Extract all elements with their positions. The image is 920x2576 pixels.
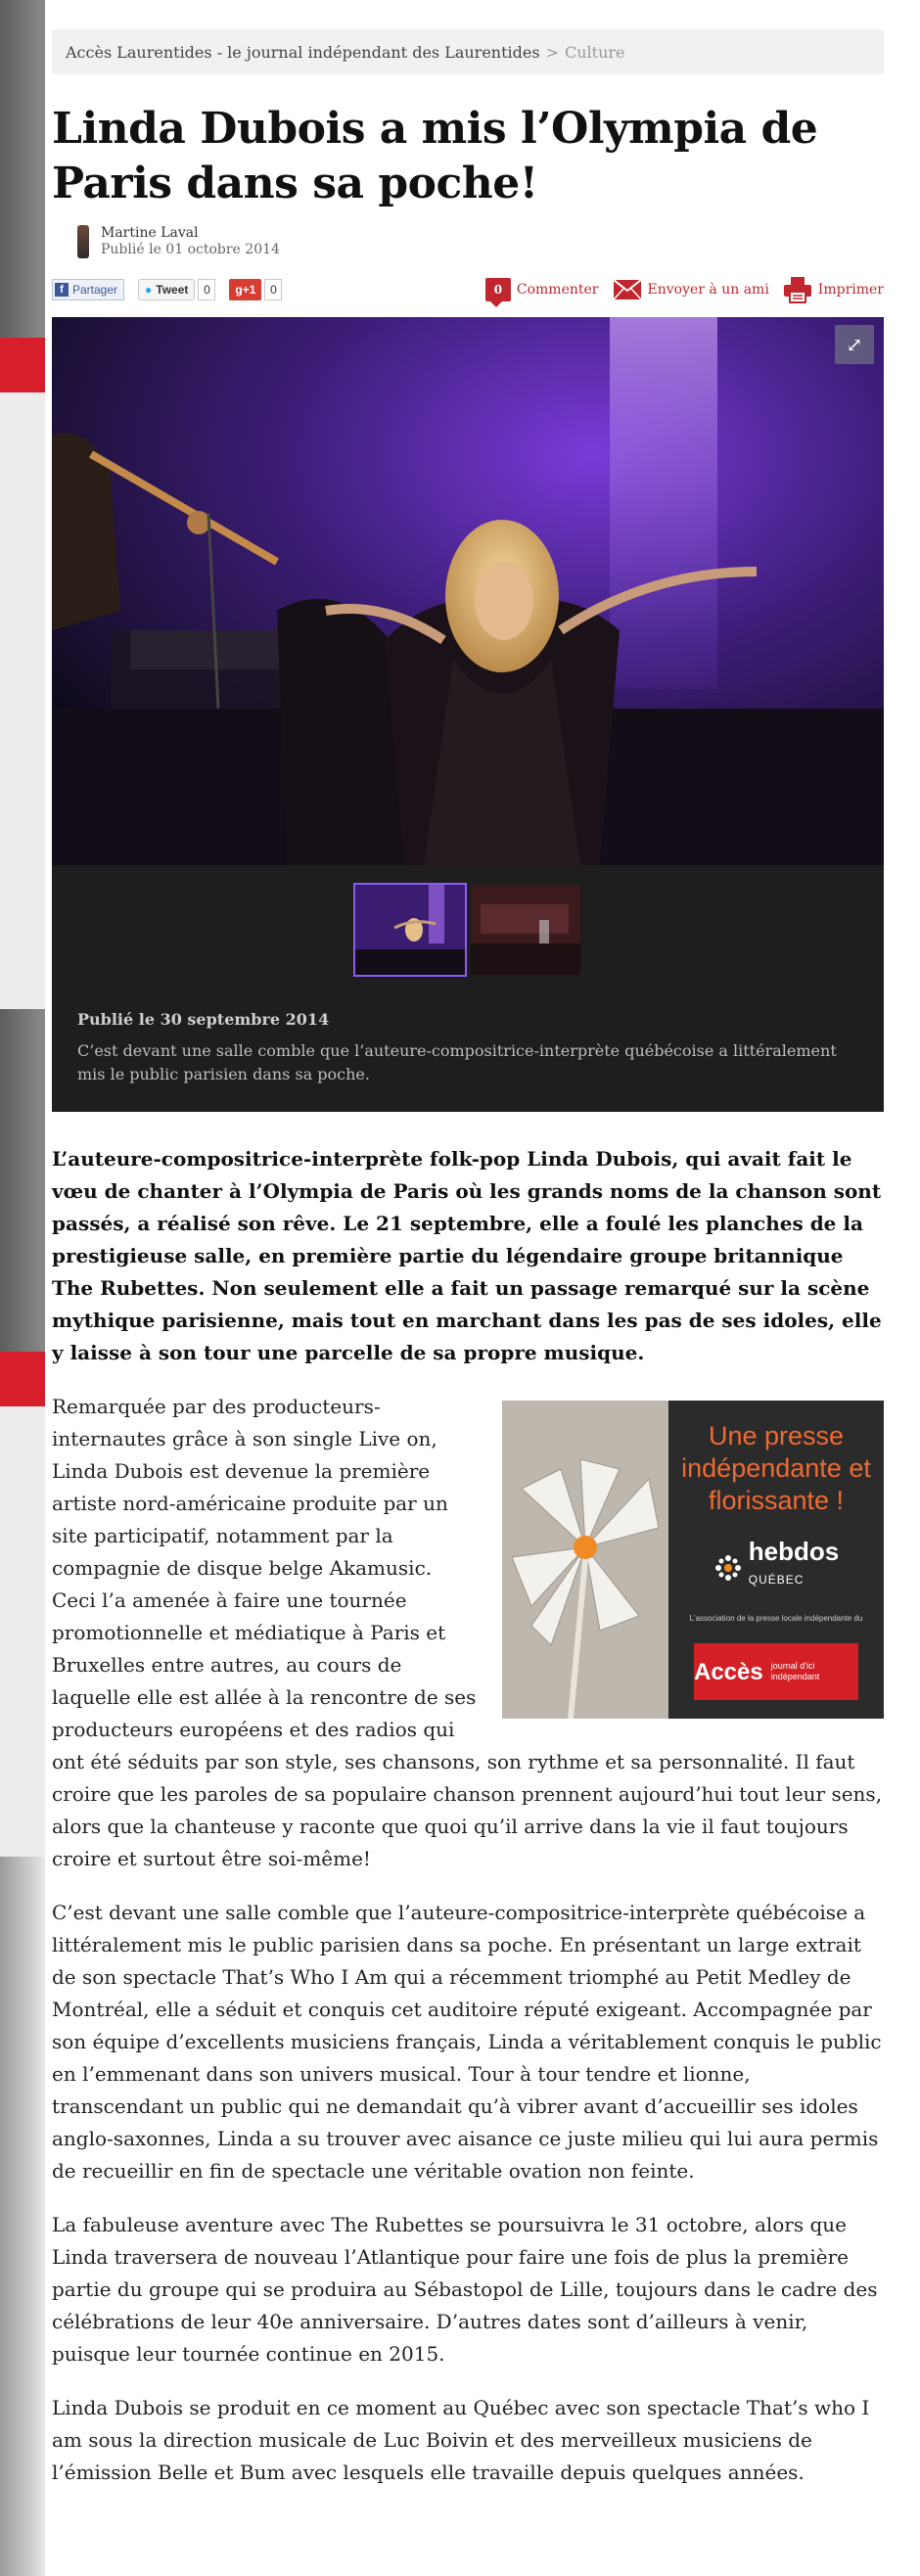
expand-icon: ⤢	[846, 333, 863, 356]
article-container	[52, 0, 884, 2489]
concert-photo	[52, 317, 884, 865]
article-lead: L’auteure-compositrice-interprète folk-pop Linda Dubois, qui avait fait le vœu de chanter à l’Olympia de Paris où les grands noms de la chanson sont passés, a réalisé son rêve. Le 21 septembre, elle a foulé les planches de la prestigieuse salle, en première partie du légendaire groupe britannique The Rubettes. Non seulement elle a fait un passage remarqué sur la scène mythique parisienne, mais tout en marchant dans les pas de ses idoles, elle y laisse à son tour une parcelle de sa propre musique.	[52, 1147, 882, 1364]
gplus-count: 0	[264, 279, 282, 300]
left-bar-red-segment	[0, 338, 45, 392]
article-paragraph: Linda Dubois se produit en ce moment au Québec avec son spectacle That’s who I am sous la direction musicale de Luc Boivin et des merveilleux musiciens de l’émission Belle et Bum avec lesquels elle travaille depuis quelques années.	[52, 2396, 870, 2484]
gplus-button[interactable]: g+1	[229, 279, 261, 300]
ad-paper-flower-image	[502, 1401, 668, 1719]
printer-icon	[783, 276, 812, 303]
left-bar-light-segment	[0, 1406, 45, 1857]
print-action[interactable]	[783, 276, 884, 303]
breadcrumb-home-link[interactable]: Accès Laurentides - le journal indépendant des Laurentides	[66, 42, 540, 62]
gallery-thumbnails	[52, 885, 884, 975]
gallery-caption-date: Publié le 30 septembre 2014	[77, 1010, 330, 1029]
ad-text-panel	[668, 1401, 884, 1719]
author-avatar	[77, 225, 89, 258]
gallery-thumbnail[interactable]	[355, 885, 465, 975]
photo-gallery	[52, 317, 884, 1112]
ad-logo-sub: QUÉBEC	[748, 1573, 805, 1587]
tweet-label: Tweet	[156, 283, 189, 297]
facebook-share-button[interactable]	[52, 279, 124, 300]
tweet-count: 0	[198, 279, 215, 300]
email-friend-action[interactable]	[613, 279, 769, 300]
twitter-bird-icon: ●	[145, 283, 153, 297]
hebdos-logo	[668, 1539, 884, 1596]
article-paragraph: La fabuleuse aventure avec The Rubettes se poursuivra le 31 octobre, alors que Linda traversera de nouveau l’Atlantique pour faire une fois de plus la première partie du groupe qui se produira au Sébastopol de Lille, toujours dans le cadre des célébrations de leur 40e anniversaire. D’autres dates sont d’ailleurs à venir, puisque leur tournée continue en 2015.	[52, 2213, 878, 2366]
ad-headline: Une presse indépendante et florissante !	[681, 1421, 871, 1515]
share-buttons	[52, 279, 282, 300]
article-paragraph: C’est devant une salle comble que l’auteure-compositrice-interprète québécoise a littéralement mis le public parisien dans sa poche. En présentant un large extrait de son spectacle That’s Who I Am qui a récemment triomphé au Petit Medley de Montréal, elle a séduit et conquis cet auditoire réputé exigeant. Accompagnée par son équipe d’excellents musiciens français, Linda a véritablement conquis le public en l’emmenant dans son univers musical. Tour à tour tendre et lionne, transcendant un public qui ne demandait qu’à vibrer avant d’accueillir ses idoles anglo-saxonnes, Linda a su trouver avec aisance ce juste milieu qui lui aura permis de recueillir en fin de spectacle une véritable ovation non feinte.	[52, 1901, 882, 2183]
breadcrumb-section-link[interactable]: Culture	[564, 42, 625, 62]
left-bar-red-segment	[0, 1352, 45, 1406]
thumbnail-image	[471, 885, 580, 975]
paper-flower-illustration	[502, 1401, 668, 1719]
article-actions	[485, 276, 884, 303]
hebdos-logo-icon	[713, 1553, 743, 1583]
comment-icon: 0	[485, 278, 511, 301]
gallery-caption-text: C’est devant une salle comble que l’auteure-compositrice-interprète québécoise a littéralement mis le public parisien dans sa poche.	[77, 1041, 837, 1083]
author-name[interactable]: Martine Laval	[101, 225, 199, 241]
publish-date: Publié le 01 octobre 2014	[101, 242, 280, 257]
ad-logo-text: hebdos	[748, 1537, 840, 1566]
envelope-icon	[613, 279, 642, 300]
facebook-share-label: Partager	[72, 283, 118, 297]
ad-tagline: L'association de la presse locale indépendante du	[689, 1614, 863, 1623]
acces-badge	[694, 1643, 858, 1700]
comment-action[interactable]	[485, 278, 599, 301]
comment-label: Commenter	[516, 282, 599, 298]
left-bar-light-segment	[0, 392, 45, 1009]
main-photo[interactable]	[52, 317, 884, 865]
left-bar-dark-segment	[0, 0, 45, 338]
article-paragraph	[52, 1391, 884, 1875]
tweet-widget	[138, 279, 215, 300]
breadcrumb-separator: >	[545, 42, 559, 62]
page-title: Linda Dubois a mis l’Olympia de Paris dans sa poche!	[52, 104, 818, 208]
facebook-icon: f	[55, 283, 69, 297]
tweet-button[interactable]	[138, 279, 195, 300]
left-bar-dark-segment	[0, 1009, 45, 1352]
ad-badge-sub: journal d'ici indépendant	[770, 1661, 820, 1681]
gallery-thumbnail[interactable]	[471, 885, 580, 975]
social-toolbar	[52, 276, 884, 303]
email-friend-label: Envoyer à un ami	[647, 282, 769, 298]
print-label: Imprimer	[817, 282, 884, 298]
author-block	[77, 225, 884, 258]
thumbnail-image	[355, 885, 465, 975]
article-body	[52, 1391, 884, 2489]
article-paragraph-text: Remarquée par des producteurs-internautes grâce à son single Live on, Linda Dubois est devenue la première artiste nord-américaine produite par un site participatif, notamment par la compagnie de disque belge Akamusic. Ceci l’a amenée à faire une tournée promotionnelle et médiatique à Paris et Bruxelles entre autres, au cours de laquelle elle est allée à la rencontre de ses producteurs européens et des radios qui ont été séduits par son style, ses chansons, son rythme et sa personnalité. Il faut croire que les paroles de sa populaire chanson prennent aujourd’hui tout leur sens, alors que la chanteuse y raconte que quoi qu’il arrive dans la vie il faut toujours croire et surtout être soi-même!	[52, 1395, 883, 1870]
advertisement[interactable]	[502, 1401, 884, 1719]
breadcrumb	[52, 29, 884, 74]
fullscreen-expand-button[interactable]	[835, 325, 874, 364]
ad-badge-text: Accès	[694, 1658, 763, 1685]
left-decorative-bar	[0, 0, 45, 2576]
gplus-widget	[229, 279, 282, 300]
